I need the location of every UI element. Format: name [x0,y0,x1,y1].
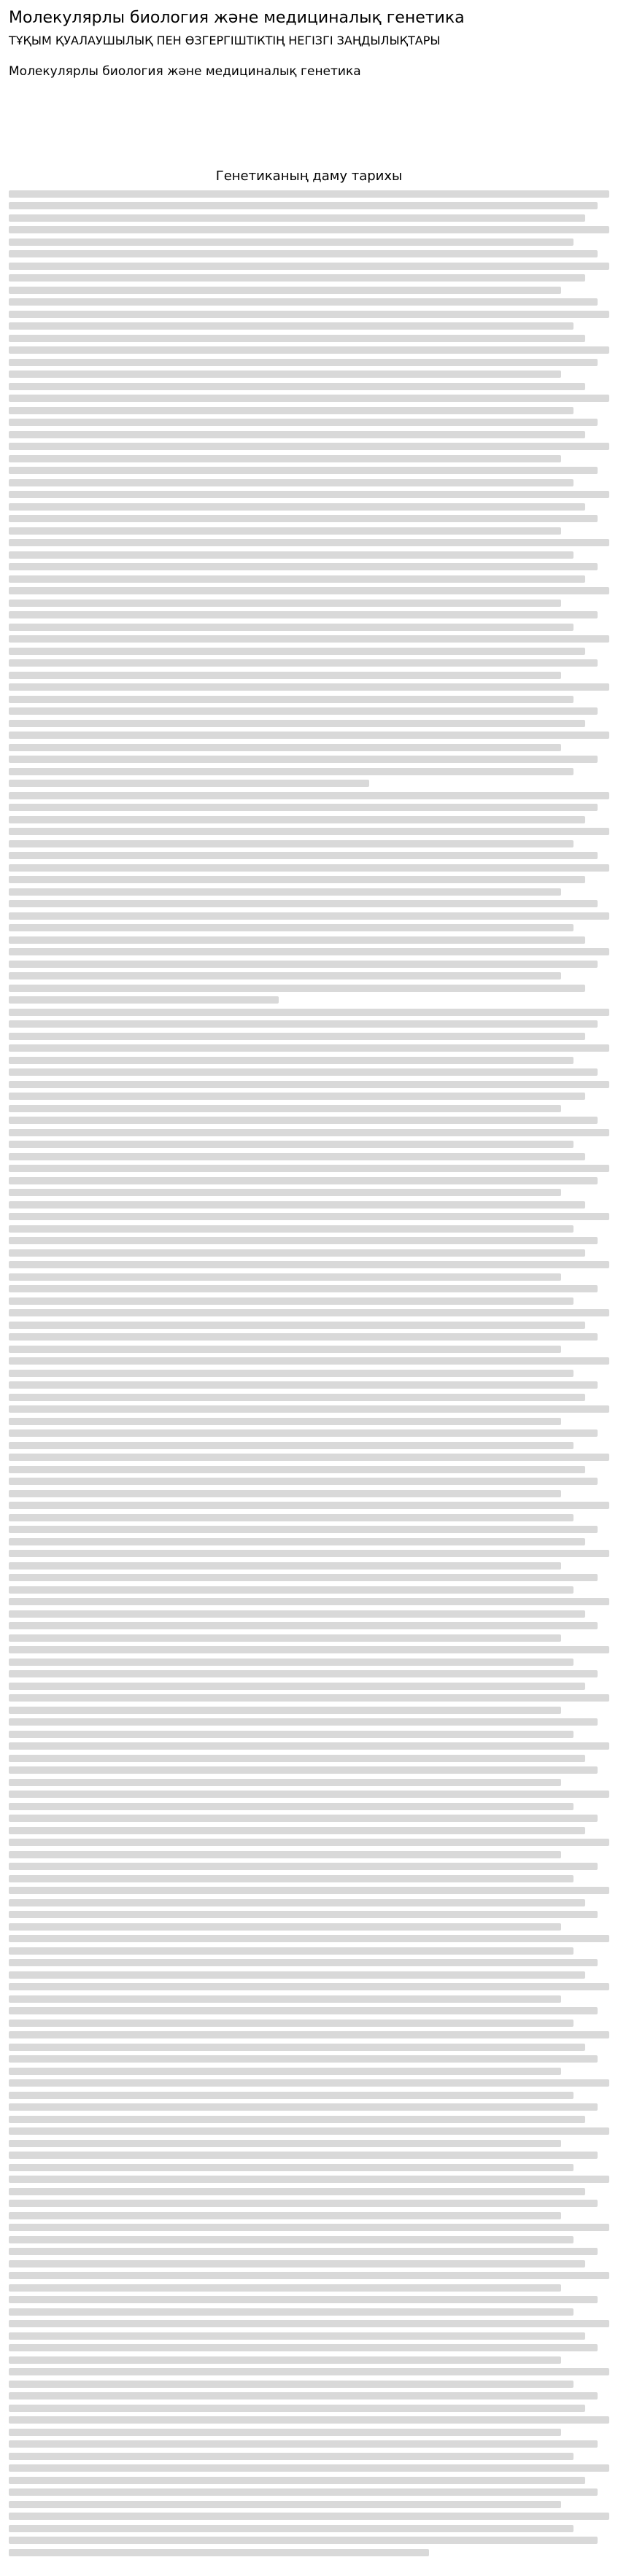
text-line [9,1381,598,1389]
text-line [9,600,561,607]
text-line [9,1550,609,1557]
text-line [9,1562,561,1570]
text-line [9,1093,585,1100]
text-line [9,2127,609,2135]
text-line [9,2537,598,2544]
text-line [9,635,609,643]
text-line [9,1766,598,1774]
text-line [9,912,609,920]
text-line [9,768,573,775]
text-line [9,2296,598,2303]
text-line [9,443,609,450]
text-line [9,2152,598,2159]
text-line [9,1538,585,1545]
text-line [9,1622,598,1629]
text-line [9,2092,573,2099]
text-line [9,672,561,679]
text-line [9,311,609,318]
text-line [9,2392,598,2400]
text-line [9,888,561,896]
text-line [9,2140,561,2147]
text-line [9,1346,561,1353]
text-line [9,1683,585,1690]
text-line [9,419,598,426]
text-line [9,2549,429,2556]
text-line [9,2007,598,2014]
text-line [9,1923,561,1931]
text-line [9,1827,585,1834]
text-line [9,1165,609,1172]
text-line [9,1887,609,1894]
text-line [9,2332,585,2340]
text-line [9,1033,585,1040]
text-line [9,816,585,823]
text-line [9,1514,573,1521]
text-line [9,1646,609,1653]
article-body [9,190,609,2556]
text-line [9,202,598,209]
text-line [9,2356,561,2364]
text-line [9,1947,573,1955]
text-line [9,1670,598,1677]
text-line [9,707,598,715]
text-line [9,936,585,944]
text-line [9,2248,598,2255]
text-line [9,515,598,522]
text-line [9,840,573,847]
text-line [9,2405,585,2412]
text-line [9,2416,609,2424]
paragraph-2 [9,792,609,1004]
text-line [9,1971,585,1979]
text-line [9,383,585,390]
text-line [9,961,598,968]
text-line [9,2440,598,2448]
site-title: Молекулярлы биология және медициналық генетика [9,9,465,27]
text-line [9,2501,561,2508]
text-line [9,1309,609,1316]
text-line [9,2188,585,2195]
text-line [9,214,585,222]
text-line [9,467,598,474]
text-line [9,1153,585,1160]
text-line [9,2320,609,2327]
text-line [9,780,369,787]
text-line [9,696,573,703]
text-line [9,1983,609,1990]
text-line [9,551,573,559]
text-line [9,539,609,546]
text-line [9,1779,561,1786]
text-line [9,1755,585,1762]
text-line [9,2116,585,2123]
text-line [9,1322,585,1329]
breadcrumb[interactable]: Молекулярлы биология және медициналық генетика [9,64,361,79]
text-line [9,876,585,883]
text-line [9,972,561,979]
text-line [9,1526,598,1533]
text-line [9,1731,573,1738]
paragraph-3 [9,1009,609,2556]
text-line [9,491,609,498]
text-line [9,479,573,486]
text-line [9,1911,598,1918]
text-line [9,1995,561,2003]
text-line [9,503,585,511]
text-line [9,395,609,402]
text-line [9,1189,561,1196]
text-line [9,587,609,594]
text-line [9,648,585,655]
text-line [9,1959,598,1966]
text-line [9,1803,573,1810]
text-line [9,1081,609,1088]
paragraph-1 [9,190,609,788]
text-line [9,864,609,872]
text-line [9,563,598,570]
text-line [9,322,573,330]
text-line [9,2260,585,2267]
text-line [9,1394,585,1401]
text-line [9,624,573,631]
text-line [9,2224,609,2231]
text-line [9,2381,573,2388]
text-line [9,407,573,414]
text-line [9,1466,585,1473]
text-line [9,744,561,751]
text-line [9,1839,609,1846]
text-line [9,2464,609,2472]
text-line [9,2200,598,2207]
text-line [9,335,585,342]
text-line [9,1141,573,1148]
article-heading: Генетиканың даму тарихы [215,168,403,184]
text-line [9,1201,585,1209]
text-line [9,1429,598,1437]
text-line [9,756,598,763]
text-line [9,431,585,438]
text-line [9,2212,561,2219]
text-line [9,2031,609,2038]
text-line [9,2236,573,2243]
text-line [9,2079,609,2087]
text-line [9,1454,609,1461]
text-line [9,900,598,907]
text-line [9,2055,598,2063]
text-line [9,2477,585,2484]
text-line [9,190,609,198]
text-line [9,659,598,667]
text-line [9,2513,609,2520]
text-line [9,1478,598,1485]
text-line [9,1213,609,1220]
text-line [9,2344,598,2351]
text-line [9,287,561,294]
text-line [9,2176,609,2183]
text-line [9,346,609,354]
text-line [9,2044,585,2051]
text-line [9,948,609,955]
text-line [9,683,609,691]
text-line [9,238,573,246]
text-line [9,1057,573,1064]
text-line [9,1237,598,1244]
text-line [9,1225,573,1233]
text-line [9,1875,573,1882]
text-line [9,1249,585,1257]
text-line [9,1068,598,1076]
text-line [9,1586,573,1594]
text-line [9,732,609,739]
text-line [9,2488,598,2496]
text-line [9,2308,573,2316]
text-line [9,1634,561,1642]
text-line [9,298,598,306]
text-line [9,1009,609,1016]
text-line [9,226,609,233]
text-line [9,804,598,811]
site-subtitle: ТҰҚЫМ ҚУАЛАУШЫЛЫҚ ПЕН ӨЗГЕРГІШТІКТІҢ НЕГІЗГІ ЗАҢДЫЛЫҚТАРЫ [9,34,441,47]
text-line [9,1273,561,1281]
text-line [9,1851,561,1858]
text-line [9,2284,561,2292]
text-line [9,1899,585,1906]
text-line [9,274,585,282]
text-line [9,1863,598,1870]
text-line [9,1791,609,1798]
text-line [9,1129,609,1136]
text-line [9,1742,609,1750]
text-line [9,1574,598,1581]
text-line [9,2453,573,2460]
text-line [9,1357,609,1365]
text-line [9,1502,609,1509]
text-line [9,2068,561,2075]
text-line [9,1370,573,1377]
text-line [9,1285,598,1292]
text-line [9,359,598,366]
text-line [9,2103,598,2111]
text-line [9,1177,598,1184]
text-line [9,2429,561,2436]
text-line [9,455,561,462]
text-line [9,263,609,270]
text-line [9,1694,609,1702]
text-line [9,1442,573,1449]
text-line [9,1020,598,1028]
text-line [9,575,585,583]
text-line [9,1261,609,1268]
text-line [9,1333,598,1341]
text-line [9,1297,573,1305]
text-line [9,2368,609,2375]
text-line [9,1598,609,1605]
text-line [9,792,609,799]
text-line [9,611,598,618]
text-line [9,2525,573,2532]
text-line [9,2020,573,2027]
text-line [9,2164,573,2171]
text-line [9,996,279,1004]
text-line [9,1405,609,1413]
text-line [9,1117,598,1124]
text-line [9,250,598,257]
text-line [9,1815,598,1822]
text-line [9,924,573,931]
text-line [9,1659,573,1666]
text-line [9,720,585,727]
text-line [9,1105,561,1112]
text-line [9,527,561,535]
text-line [9,1610,585,1618]
text-line [9,1044,609,1052]
text-line [9,1490,561,1497]
text-line [9,1718,598,1726]
text-line [9,1707,561,1714]
text-line [9,828,609,835]
text-line [9,1935,609,1942]
text-line [9,1418,561,1425]
text-line [9,371,561,378]
text-line [9,852,598,859]
text-line [9,2272,609,2279]
text-line [9,985,585,992]
